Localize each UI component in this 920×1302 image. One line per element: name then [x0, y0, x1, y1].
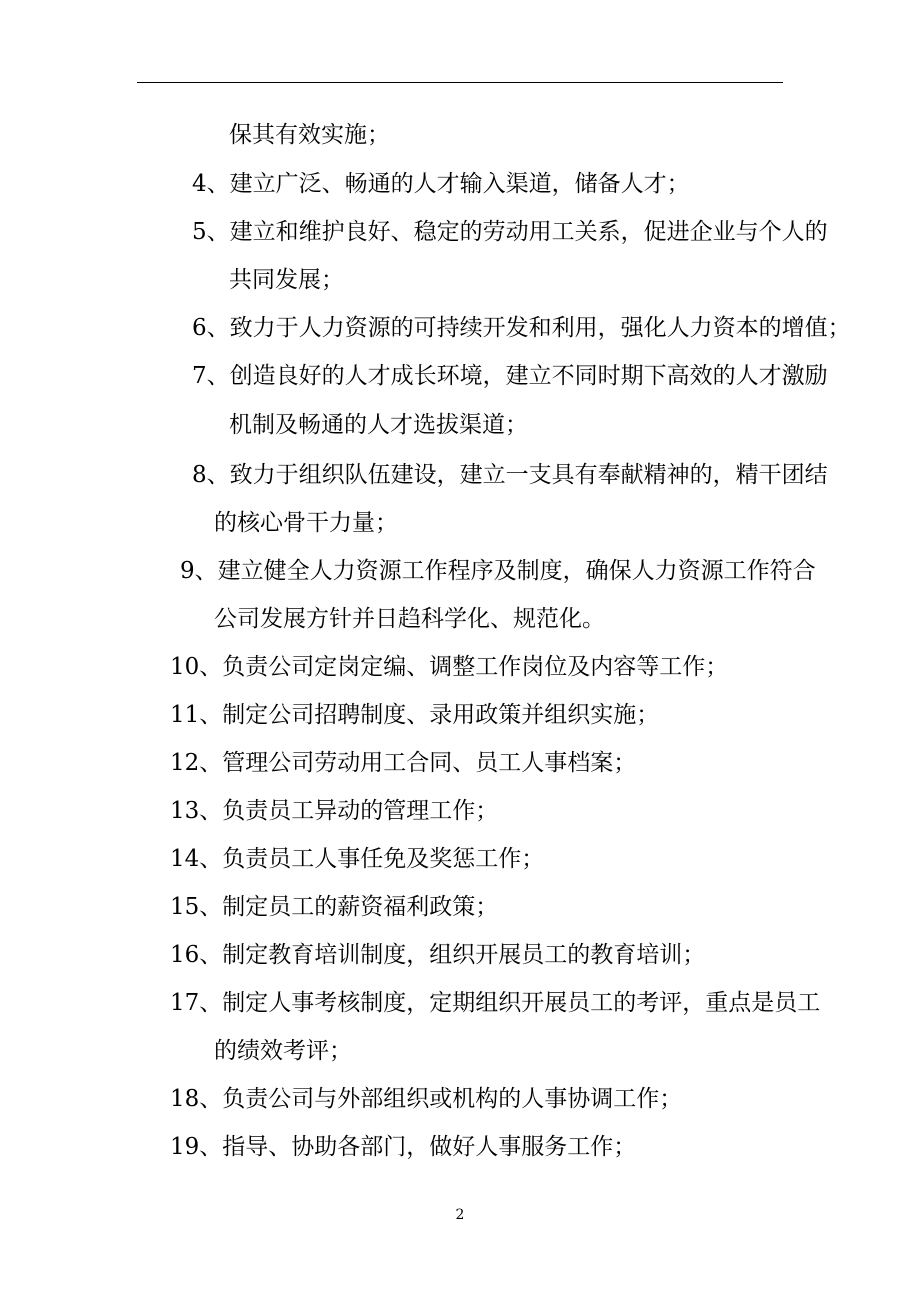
item-text: 负责公司与外部组织或机构的人事协调工作；: [222, 1086, 683, 1112]
item-number: 10、: [170, 654, 223, 680]
list-item-14: [170, 844, 544, 874]
item-number: 13、: [170, 798, 223, 824]
item-text: 创造良好的人才成长环境，建立不同时期下高效的人才激励: [229, 363, 828, 389]
item-text: 制定人事考核制度，定期组织开展员工的考评，重点是员工: [222, 990, 821, 1016]
list-item-16: [170, 940, 705, 970]
item-number: 4、: [192, 171, 230, 197]
item-continuation: 共同发展；: [229, 267, 344, 293]
page-number: 2: [455, 1207, 465, 1223]
item-number: 9、: [180, 558, 218, 584]
item-text: 建立健全人力资源工作程序及制度，确保人力资源工作符合: [217, 558, 816, 584]
item-number: 5、: [192, 219, 230, 245]
item-continuation: 的核心骨干力量；: [214, 510, 398, 536]
list-item-7: [192, 361, 828, 391]
header-rule: [137, 82, 783, 83]
item-number: 14、: [170, 846, 223, 872]
item-text: 致力于人力资源的可持续开发和利用，强化人力资本的增值；: [229, 315, 851, 341]
list-item-19: [170, 1132, 636, 1162]
item-text: 管理公司劳动用工合同、员工人事档案；: [222, 750, 637, 776]
item-text: 制定教育培训制度，组织开展员工的教育培训；: [222, 942, 706, 968]
list-item-6: [192, 313, 851, 343]
item-number: 8、: [192, 462, 230, 488]
list-item-11: [170, 700, 659, 730]
list-item-10: [170, 652, 728, 682]
item-number: 17、: [170, 990, 223, 1016]
item-number: 16、: [170, 942, 223, 968]
item-number: 6、: [192, 315, 230, 341]
item-number: 12、: [170, 750, 223, 776]
item-continuation: 公司发展方针并日趋科学化、规范化。: [214, 606, 605, 632]
list-item-9: [180, 556, 816, 586]
item-text: 指导、协助各部门，做好人事服务工作；: [222, 1134, 637, 1160]
list-item-4: [192, 169, 690, 199]
item-number: 15、: [170, 894, 223, 920]
item-continuation: 的绩效考评；: [214, 1038, 352, 1064]
item-number: 18、: [170, 1086, 223, 1112]
item-text: 制定公司招聘制度、录用政策并组织实施；: [222, 702, 660, 728]
list-item-5: [192, 217, 828, 247]
list-item-8: [192, 460, 828, 490]
item-text: 致力于组织队伍建设，建立一支具有奉献精神的，精干团结: [229, 462, 828, 488]
item-text: 负责员工异动的管理工作；: [222, 798, 499, 824]
item-continuation: 机制及畅通的人才选拔渠道；: [229, 412, 528, 438]
item-text: 负责员工人事任免及奖惩工作；: [222, 846, 545, 872]
list-item-17: [170, 988, 820, 1018]
item-text: 制定员工的薪资福利政策；: [222, 894, 499, 920]
item-continuation: 保其有效实施；: [229, 122, 390, 148]
item-text: 建立和维护良好、稳定的劳动用工关系，促进企业与个人的: [229, 219, 828, 245]
item-number: 11、: [170, 702, 223, 728]
item-number: 7、: [192, 363, 230, 389]
item-text: 负责公司定岗定编、调整工作岗位及内容等工作；: [222, 654, 729, 680]
list-item-18: [170, 1084, 682, 1114]
list-item-13: [170, 796, 498, 826]
list-item-12: [170, 748, 636, 778]
item-text: 建立广泛、畅通的人才输入渠道，储备人才；: [229, 171, 690, 197]
list-item-15: [170, 892, 498, 922]
item-number: 19、: [170, 1134, 223, 1160]
